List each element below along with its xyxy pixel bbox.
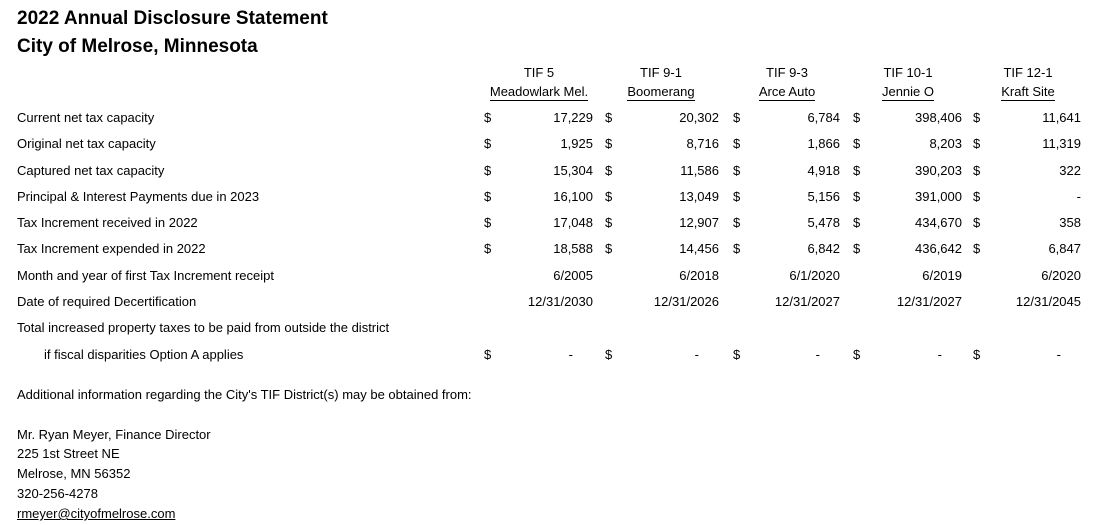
table-cell-value: - [694, 347, 699, 362]
document-title: 2022 Annual Disclosure Statement [17, 8, 328, 29]
currency-symbol: $ [973, 163, 981, 178]
row-label: Captured net tax capacity [17, 163, 165, 178]
currency-symbol: $ [973, 241, 981, 256]
currency-symbol: $ [733, 189, 741, 204]
currency-symbol: $ [733, 241, 741, 256]
currency-symbol: $ [484, 110, 492, 125]
currency-symbol: $ [605, 136, 613, 151]
table-cell-value: - [1056, 347, 1061, 362]
table-cell-value: - [937, 347, 942, 362]
currency-symbol: $ [853, 136, 861, 151]
column-header-id: TIF 12-1 [1003, 65, 1053, 80]
table-cell-value: 322 [1059, 163, 1081, 178]
currency-symbol: $ [484, 241, 492, 256]
table-cell-value: 398,406 [915, 110, 962, 125]
table-cell-value: 1,925 [560, 136, 593, 151]
table-cell-value: 6/2018 [679, 268, 719, 283]
currency-symbol: $ [605, 241, 613, 256]
currency-symbol: $ [484, 136, 492, 151]
table-cell-value: 8,203 [929, 136, 962, 151]
currency-symbol: $ [605, 215, 613, 230]
contact-email-link[interactable]: rmeyer@cityofmelrose.com [17, 506, 176, 521]
row-label: Current net tax capacity [17, 110, 155, 125]
currency-symbol: $ [605, 347, 613, 362]
row-label: Original net tax capacity [17, 136, 156, 151]
currency-symbol: $ [484, 347, 492, 362]
table-cell-value: 17,048 [553, 215, 593, 230]
table-cell-value: 6,784 [807, 110, 840, 125]
column-header-id: TIF 9-3 [766, 65, 808, 80]
column-header-name-text: Boomerang [627, 84, 695, 99]
row-label: Principal & Interest Payments due in 2023 [17, 189, 260, 204]
currency-symbol: $ [605, 163, 613, 178]
currency-symbol: $ [973, 189, 981, 204]
currency-symbol: $ [853, 163, 861, 178]
column-header-name-text: Jennie O [881, 84, 935, 99]
currency-symbol: $ [853, 110, 861, 125]
table-cell-value: 11,319 [1042, 136, 1081, 151]
currency-symbol: $ [973, 136, 981, 151]
table-cell-value: 12/31/2027 [896, 294, 962, 309]
currency-symbol: $ [973, 215, 981, 230]
currency-symbol: $ [733, 163, 741, 178]
table-cell-value: 1,866 [807, 136, 840, 151]
column-header-name [601, 84, 721, 100]
table-cell-value: 12,907 [679, 215, 719, 230]
table-cell-value: 5,478 [807, 215, 840, 230]
column-header-id: TIF 5 [523, 65, 555, 80]
row-label: Tax Increment received in 2022 [17, 215, 198, 230]
table-cell-value: 391,000 [915, 189, 962, 204]
table-cell-value: 13,049 [679, 189, 719, 204]
table-cell-value: 18,588 [553, 241, 593, 256]
column-header-name [968, 84, 1088, 100]
currency-symbol: $ [973, 110, 981, 125]
table-cell-value: 4,918 [807, 163, 840, 178]
row-label: Date of required Decertification [17, 294, 197, 309]
contact-address-line1: 225 1st Street NE [17, 446, 120, 461]
row-label: Total increased property taxes to be paid from outside the district [17, 320, 390, 335]
table-cell-value: 12/31/2027 [774, 294, 840, 309]
table-cell-value: 6,847 [1048, 241, 1081, 256]
currency-symbol: $ [853, 241, 861, 256]
table-cell-value: 390,203 [915, 163, 962, 178]
currency-symbol: $ [733, 347, 741, 362]
table-cell-value: - [568, 347, 573, 362]
column-header-name [479, 84, 599, 100]
table-cell-value: 15,304 [553, 163, 593, 178]
currency-symbol: $ [605, 189, 613, 204]
table-cell-value: 16,100 [553, 189, 593, 204]
table-cell-value: 20,302 [679, 110, 719, 125]
currency-symbol: $ [853, 215, 861, 230]
table-cell-value: 6/2020 [1041, 268, 1081, 283]
currency-symbol: $ [973, 347, 981, 362]
contact-phone: 320-256-4278 [17, 486, 98, 501]
column-header-id: TIF 10-1 [883, 65, 933, 80]
footer-info: Additional information regarding the City's TIF District(s) may be obtained from: [17, 387, 472, 402]
row-label: Tax Increment expended in 2022 [17, 241, 206, 256]
table-cell-value: - [1076, 189, 1081, 204]
table-cell-value: 11,641 [1042, 110, 1081, 125]
column-header-name [727, 84, 847, 100]
table-cell-value: 12/31/2045 [1015, 294, 1081, 309]
currency-symbol: $ [733, 136, 741, 151]
currency-symbol: $ [484, 215, 492, 230]
currency-symbol: $ [733, 215, 741, 230]
currency-symbol: $ [733, 110, 741, 125]
contact-address-line2: Melrose, MN 56352 [17, 466, 131, 481]
document-subtitle: City of Melrose, Minnesota [17, 36, 258, 57]
column-header-name-text: Meadowlark Mel. [489, 84, 589, 99]
column-header-name-text: Kraft Site [1001, 84, 1055, 99]
table-cell-value: 6,842 [807, 241, 840, 256]
table-cell-value: 6/1/2020 [789, 268, 840, 283]
currency-symbol: $ [484, 163, 492, 178]
table-cell-value: 436,642 [915, 241, 962, 256]
contact-name: Mr. Ryan Meyer, Finance Director [17, 427, 211, 442]
column-header-name-text: Arce Auto [758, 84, 816, 99]
table-cell-value: 5,156 [807, 189, 840, 204]
table-cell-value: 6/2005 [553, 268, 593, 283]
table-cell-value: 12/31/2026 [653, 294, 719, 309]
table-cell-value: 14,456 [679, 241, 719, 256]
table-cell-value: - [815, 347, 820, 362]
table-cell-value: 434,670 [915, 215, 962, 230]
row-label: Month and year of first Tax Increment receipt [17, 268, 274, 283]
column-header-id: TIF 9-1 [640, 65, 682, 80]
table-cell-value: 12/31/2030 [527, 294, 593, 309]
currency-symbol: $ [853, 347, 861, 362]
row-label-continuation: if fiscal disparities Option A applies [44, 347, 244, 362]
table-cell-value: 17,229 [553, 110, 593, 125]
table-cell-value: 8,716 [686, 136, 719, 151]
table-cell-value: 11,586 [680, 163, 719, 178]
table-cell-value: 6/2019 [922, 268, 962, 283]
table-cell-value: 358 [1059, 215, 1081, 230]
currency-symbol: $ [853, 189, 861, 204]
column-header-name [848, 84, 968, 100]
currency-symbol: $ [605, 110, 613, 125]
currency-symbol: $ [484, 189, 492, 204]
